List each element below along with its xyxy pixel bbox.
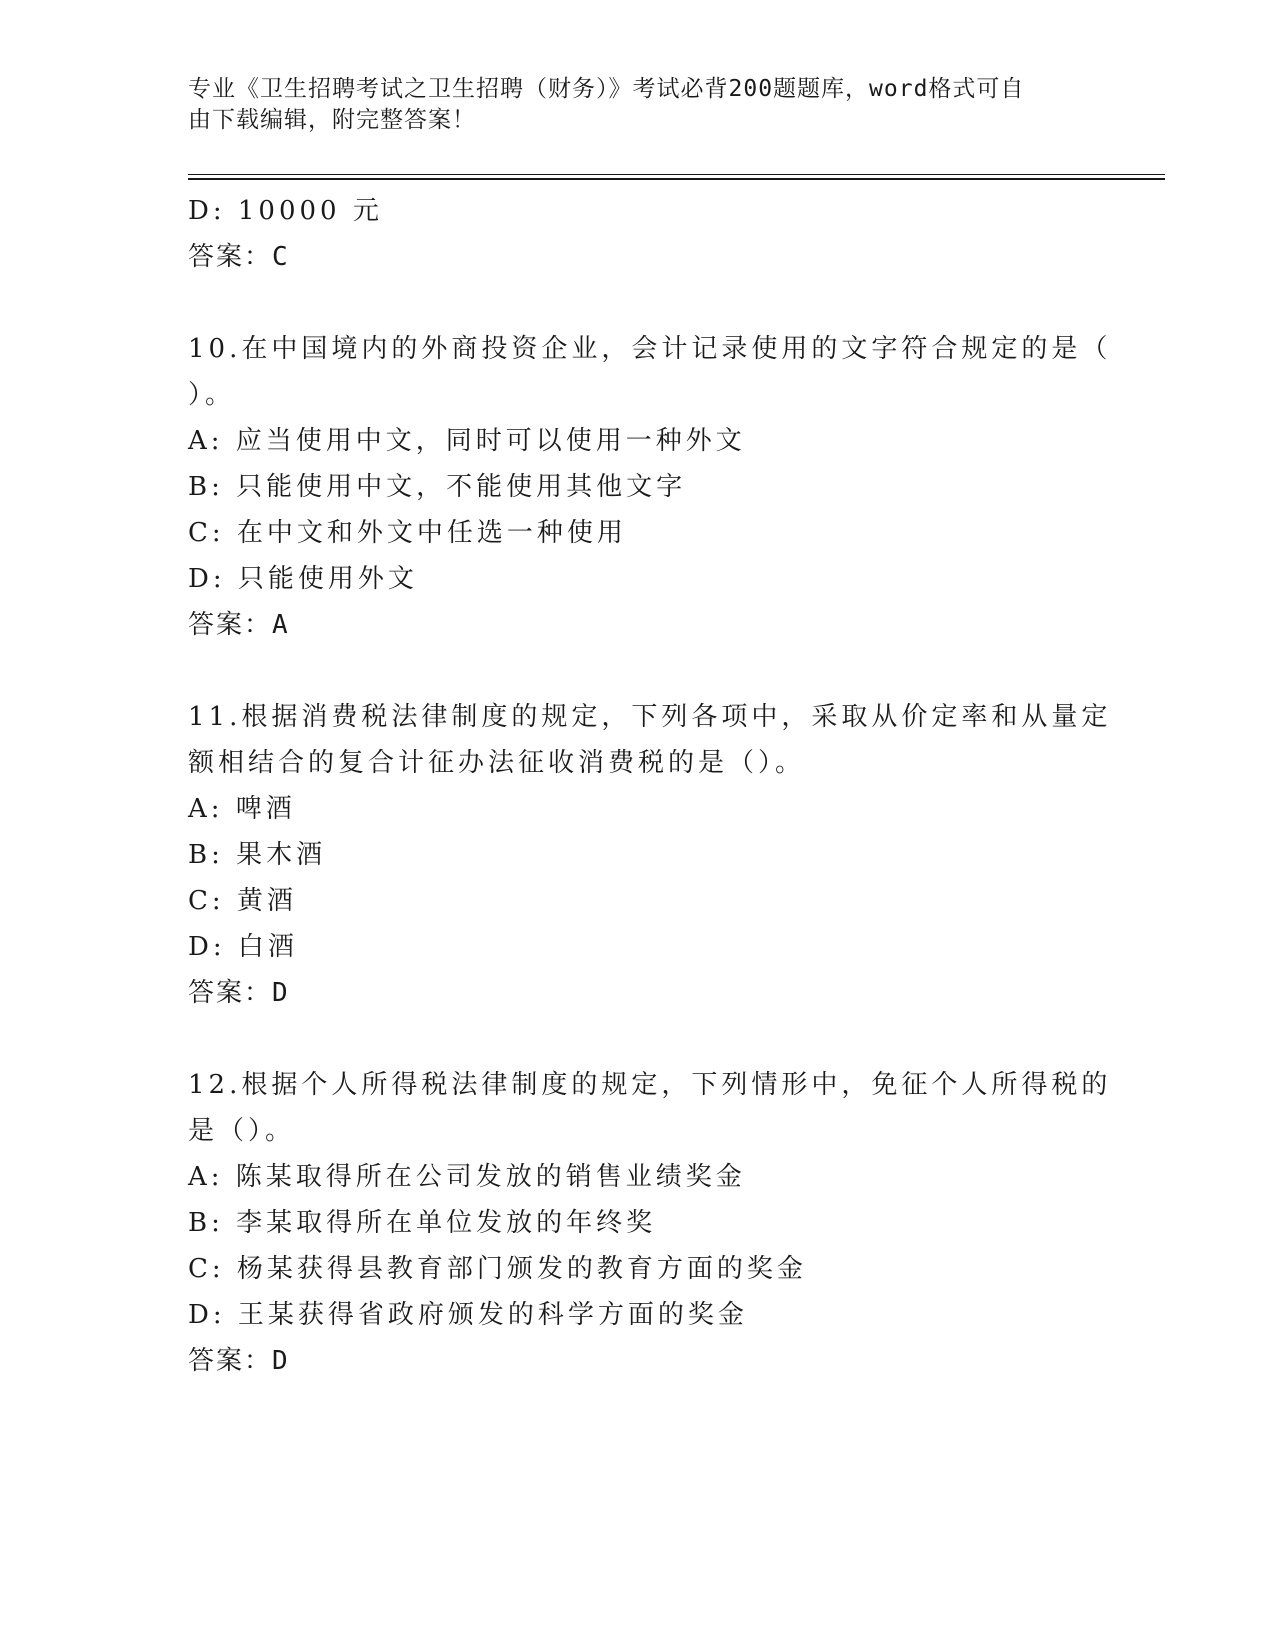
option-line: D: 10000 元 xyxy=(188,196,383,226)
question-text: 12.根据个人所得税法律制度的规定，下列情形中，免征个人所得税的 xyxy=(188,1070,1112,1100)
question-spacer xyxy=(188,280,1088,326)
option-line: C: 在中文和外文中任选一种使用 xyxy=(188,518,627,548)
document-header xyxy=(188,74,1078,136)
question-list xyxy=(188,188,1112,1384)
header-line-1: 专业《卫生招聘考试之卫生招聘（财务）》考试必背200题题库，word格式可自 xyxy=(188,76,1025,102)
question-text: 11.根据消费税法律制度的规定，下列各项中，采取从价定率和从量定 xyxy=(188,702,1112,732)
question-spacer xyxy=(188,1016,1088,1062)
question-text: 10.在中国境内的外商投资企业，会计记录使用的文字符合规定的是（ xyxy=(188,334,1112,364)
option-line: B: 李某取得所在单位发放的年终奖 xyxy=(188,1208,657,1238)
answer-line: 答案：D xyxy=(188,978,290,1008)
option-line: D: 王某获得省政府颁发的科学方面的奖金 xyxy=(188,1300,748,1330)
answer-line: 答案：A xyxy=(188,610,290,640)
answer-line: 答案：D xyxy=(188,1346,290,1376)
option-line: D: 白酒 xyxy=(188,932,298,962)
header-line-2: 由下载编辑，附完整答案！ xyxy=(188,107,476,133)
option-line: C: 杨某获得县教育部门颁发的教育方面的奖金 xyxy=(188,1254,807,1284)
option-line: A: 应当使用中文，同时可以使用一种外文 xyxy=(188,426,746,456)
header-rule-thin xyxy=(188,174,1165,175)
answer-line: 答案：C xyxy=(188,242,290,272)
option-line: D: 只能使用外文 xyxy=(188,564,418,594)
option-line: C: 黄酒 xyxy=(188,886,297,916)
question-text: 额相结合的复合计征办法征收消费税的是（）。 xyxy=(188,748,806,778)
question-spacer xyxy=(188,648,1088,694)
option-line: A: 陈某取得所在公司发放的销售业绩奖金 xyxy=(188,1162,746,1192)
option-line: B: 果木酒 xyxy=(188,840,327,870)
option-line: A: 啤酒 xyxy=(188,794,296,824)
question-text: 是（）。 xyxy=(188,1116,296,1146)
header-rule-thick xyxy=(188,178,1165,180)
question-text: ）。 xyxy=(188,380,236,410)
option-line: B: 只能使用中文，不能使用其他文字 xyxy=(188,472,687,502)
